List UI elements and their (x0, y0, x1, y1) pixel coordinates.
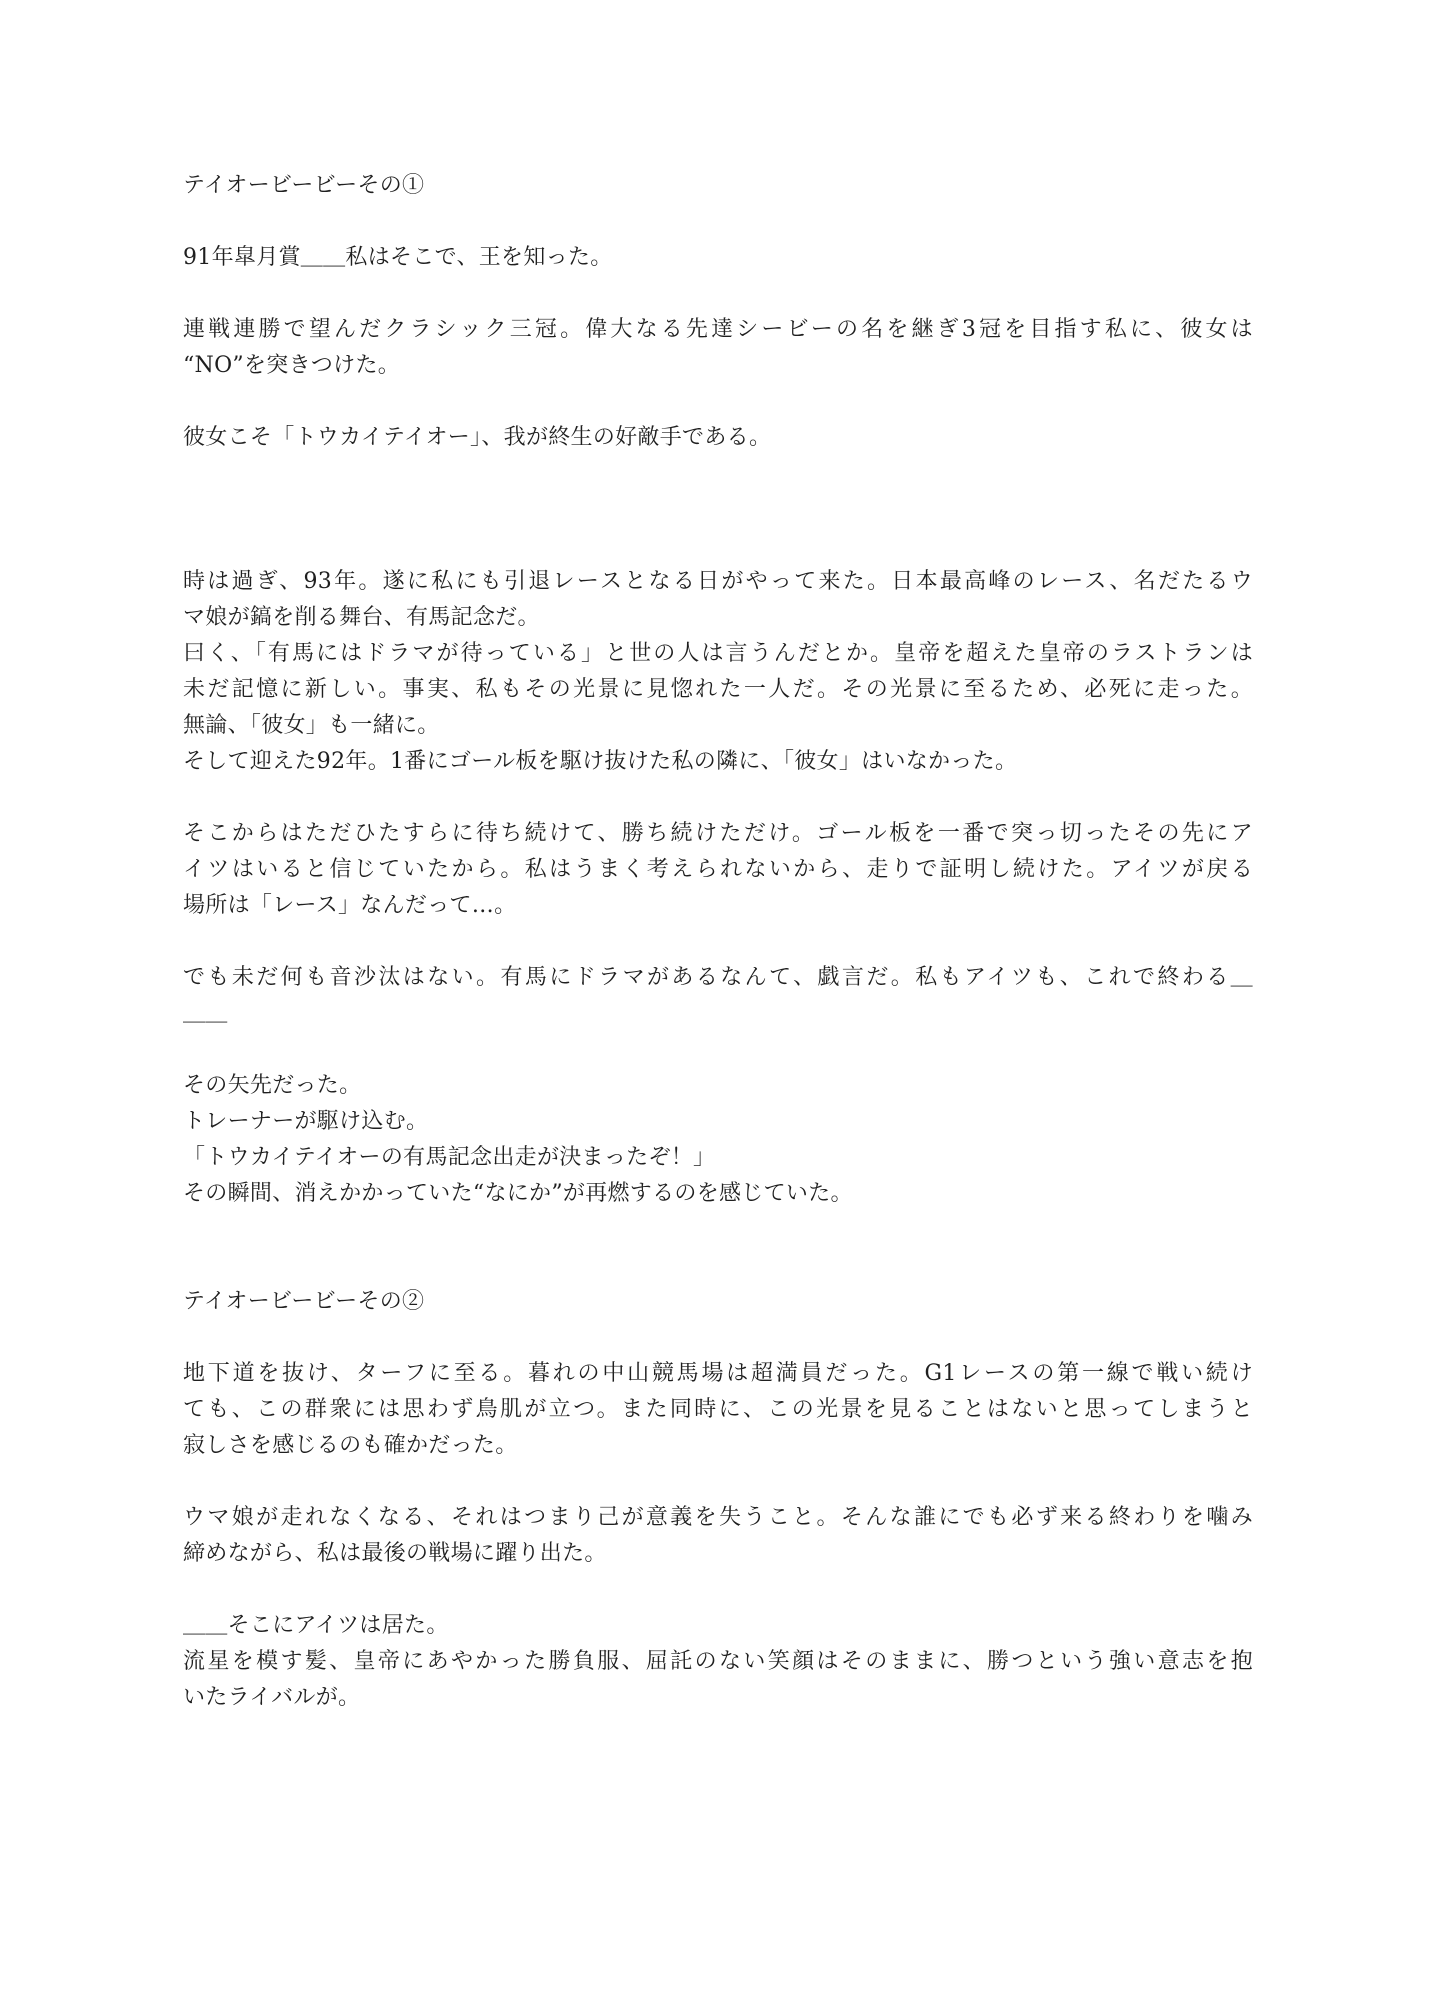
paragraph-line: その瞬間、消えかかっていた“なにか”が再燃するのを感じていた。 (183, 1181, 853, 1206)
section-2-heading: テイオービービーその② (183, 1289, 425, 1314)
section-1-heading: テイオービービーその① (183, 173, 425, 198)
paragraph-line: 地下道を抜け、ターフに至る。暮れの中山競馬場は超満員だった。G1レースの第一線で戦い続け (183, 1361, 1253, 1386)
paragraph-line: 場所は「レース」なんだって…。 (183, 893, 517, 918)
paragraph-line: トレーナーが駆け込む。 (183, 1109, 429, 1134)
paragraph-line: イツはいると信じていたから。私はうまく考えられないから、走りで証明し続けた。アイツが戻る (183, 857, 1253, 882)
paragraph-line: ても、この群衆には思わず鳥肌が立つ。また同時に、この光景を見ることはないと思ってしまうと (183, 1397, 1253, 1422)
paragraph-line: 流星を模す髪、皇帝にあやかった勝負服、屈託のない笑顔はそのままに、勝つという強い意志を抱 (183, 1649, 1253, 1674)
intro-line: 91年皐月賞＿＿私はそこで、王を知った。 (183, 245, 613, 270)
paragraph-line: マ娘が鎬を削る舞台、有馬記念だ。 (183, 605, 540, 630)
document-page (183, 168, 1253, 1716)
paragraph-line: ウマ娘が走れなくなる、それはつまり己が意義を失うこと。そんな誰にでも必ず来る終わりを噛み (183, 1505, 1253, 1530)
paragraph-line: 無論、「彼女」も一緒に。 (183, 713, 440, 738)
paragraph-line: ＿＿ (183, 1001, 228, 1026)
paragraph-line: そして迎えた92年。1番にゴール板を駆け抜けた私の隣に、「彼女」はいなかった。 (183, 749, 1018, 774)
paragraph-line: 彼女こそ「トウカイテイオー」、我が終生の好敵手である。 (183, 425, 772, 450)
paragraph-line: 未だ記憶に新しい。事実、私もその光景に見惚れた一人だ。その光景に至るため、必死に走った。 (183, 677, 1253, 702)
paragraph-line: いたライバルが。 (183, 1685, 361, 1710)
paragraph-line: その矢先だった。 (183, 1073, 362, 1098)
paragraph-line: “NO”を突きつけた。 (183, 353, 401, 378)
dialogue-line: 「トウカイテイオーの有馬記念出走が決まったぞ！」 (183, 1145, 716, 1170)
paragraph-line: 曰く、「有馬にはドラマが待っている」と世の人は言うんだとか。皇帝を超えた皇帝のラストランは (183, 641, 1253, 666)
paragraph-line: 連戦連勝で望んだクラシック三冠。偉大なる先達シービーの名を継ぎ3冠を目指す私に、彼女は (183, 317, 1253, 342)
paragraph-line: でも未だ何も音沙汰はない。有馬にドラマがあるなんて、戯言だ。私もアイツも、これで終わる＿ (183, 965, 1253, 990)
paragraph-line: そこからはただひたすらに待ち続けて、勝ち続けただけ。ゴール板を一番で突っ切ったその先にア (183, 821, 1253, 846)
paragraph-line: 寂しさを感じるのも確かだった。 (183, 1433, 518, 1458)
paragraph-line: ＿＿そこにアイツは居た。 (183, 1613, 449, 1638)
paragraph-line: 時は過ぎ、93年。遂に私にも引退レースとなる日がやって来た。日本最高峰のレース、名だたるウ (183, 569, 1253, 594)
paragraph-line: 締めながら、私は最後の戦場に躍り出た。 (183, 1541, 607, 1566)
